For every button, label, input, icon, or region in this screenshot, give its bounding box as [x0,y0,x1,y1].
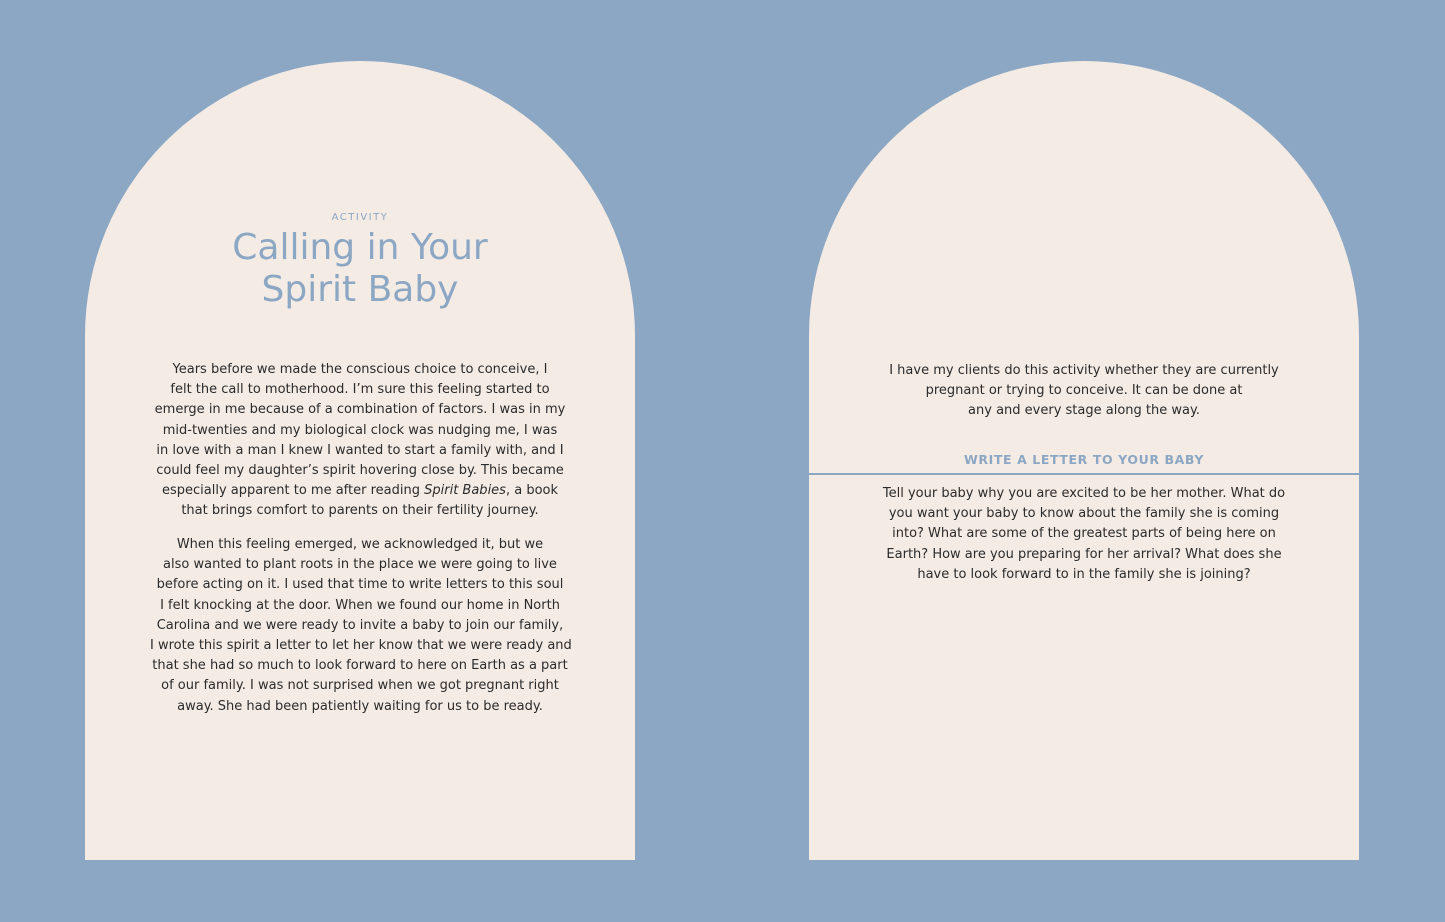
text-line: away. She had been patiently waiting for us to be ready. [177,698,543,714]
book-title: Spirit Babies [424,483,506,499]
letter-section-heading: WRITE A LETTER TO YOUR BABY [963,452,1205,467]
title-line-1: Calling in Your [232,227,488,268]
text-line: in love with a man I knew I wanted to start a family with, and I [156,442,564,458]
text-line: When this feeling emerged, we acknowledged it, but we [176,537,544,552]
text-line: I wrote this spirit a letter to let her know that we were ready and [150,638,572,654]
text-line: into? What are some of the greatest parts of being here on [892,526,1276,542]
intro-paragraph-1 [150,360,570,522]
letter-prompt [874,484,1294,585]
right-page-arch [809,61,1359,860]
activity-label: ACTIVITY [331,212,389,223]
text-line: I have my clients do this activity whether they are currently [889,363,1279,378]
left-page-arch [85,61,635,860]
text-line: that brings comfort to parents on their fertility journey. [181,503,539,519]
page-title [85,227,635,311]
text-line-head: especially apparent to me after reading [161,483,425,499]
text-line: that she had so much to look forward to here on Earth as a part [152,658,568,674]
text-line: Carolina and we were ready to invite a baby to join our family, [156,617,564,633]
text-line: I felt knocking at the door. When we found our home in North [160,597,560,613]
text-line: also wanted to plant roots in the place we were going to live [163,557,557,573]
text-line: before acting on it. I used that time to write letters to this soul [156,577,564,593]
text-line: Years before we made the conscious choice to conceive, I [172,362,548,377]
text-line: of our family. I was not surprised when we got pregnant right [161,678,559,694]
activity-intro [874,361,1294,422]
text-line: emerge in me because of a combination of factors. I was in my [154,402,566,418]
text-line: any and every stage along the way. [968,403,1200,419]
section-divider [809,473,1359,475]
text-line: Earth? How are you preparing for her arrival? What does she [886,546,1282,562]
text-line-with-book-title [150,481,570,501]
text-line-tail: , a book [505,483,559,499]
intro-paragraph-2 [150,535,570,717]
text-line: could feel my daughter’s spirit hovering close by. This became [156,463,564,479]
text-line: pregnant or trying to conceive. It can be done at [925,383,1243,399]
text-line: felt the call to motherhood. I’m sure this feeling started to [170,382,550,398]
title-line-2: Spirit Baby [261,269,459,310]
text-line: mid-twenties and my biological clock was nudging me, I was [162,422,558,438]
text-line: you want your baby to know about the family she is coming [888,506,1280,522]
text-line: have to look forward to in the family she is joining? [917,566,1251,582]
text-line: Tell your baby why you are excited to be her mother. What do [882,486,1286,501]
